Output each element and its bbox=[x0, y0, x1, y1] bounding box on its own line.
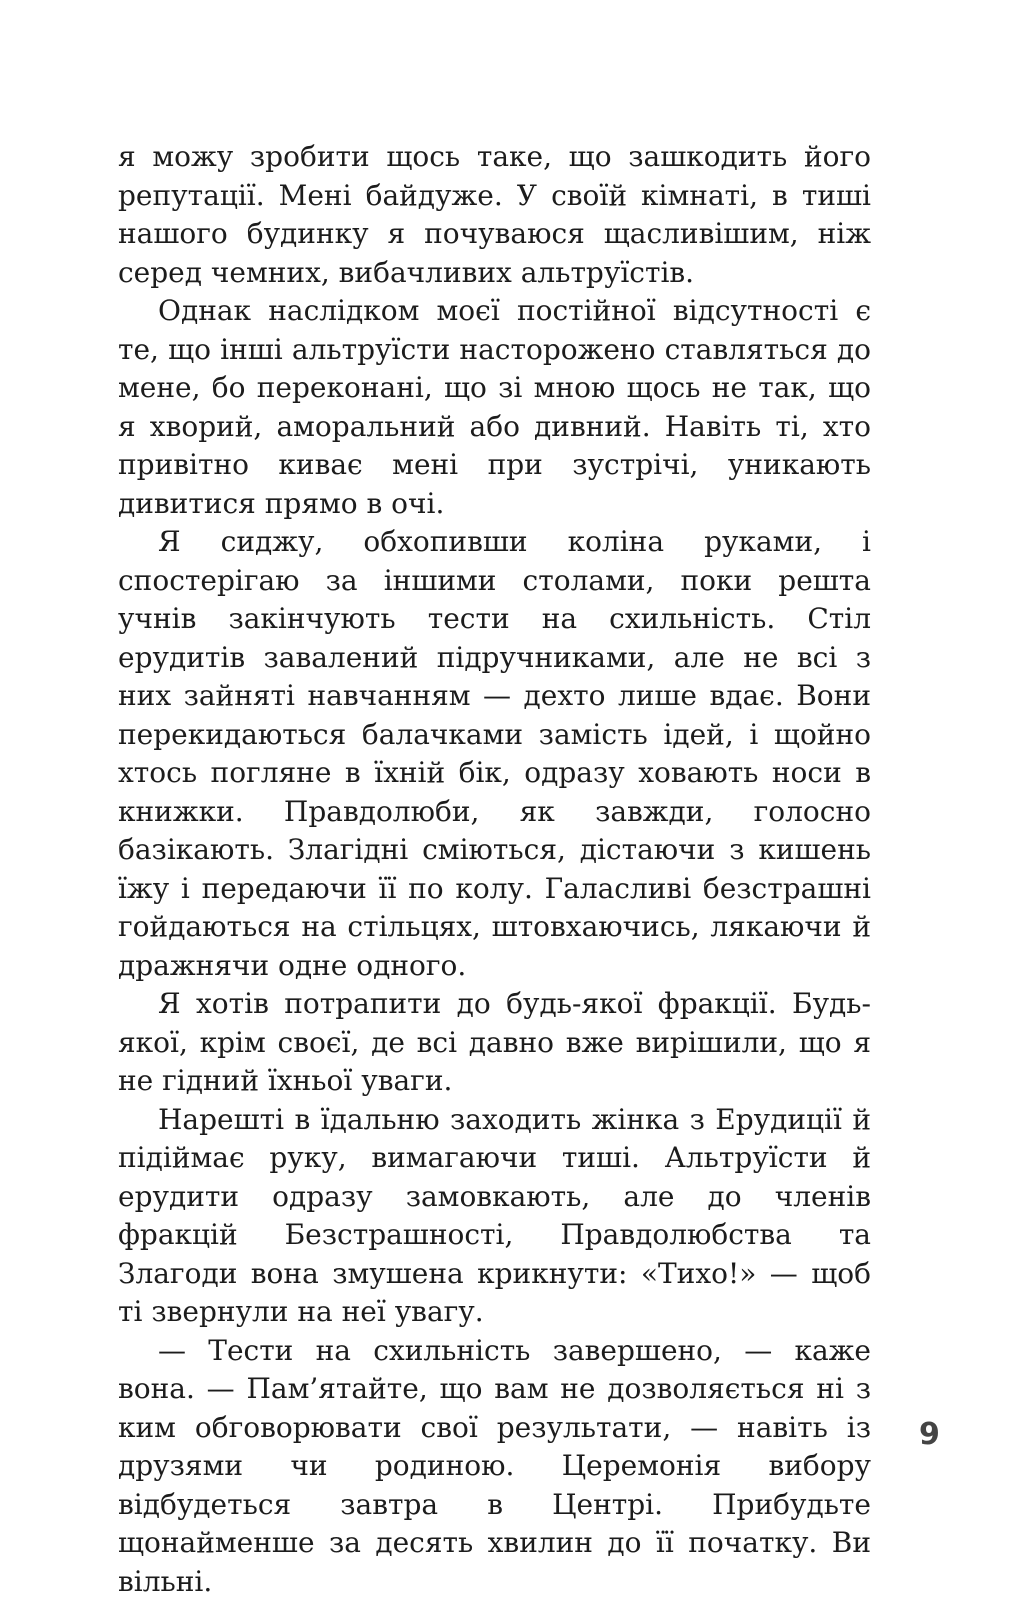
paragraph: Я хотів потрапити до будь-якої фракції. Будь-якої, крім своєї, де всі давно вже вирішили, що я не гідний їхньої уваги. bbox=[118, 985, 871, 1101]
paragraph: Нарешті в їдальню заходить жінка з Ерудиції й підіймає руку, вимагаючи тиші. Альтруїсти й ерудити одразу замовкають, але до членів фракцій Безстрашності, Правдолюбства та Злагоди вона змушена крикнути: «Тихо!» — щоб ті звернули на неї увагу. bbox=[118, 1101, 871, 1332]
paragraph: Однак наслідком моєї постійної відсутності є те, що інші альтруїсти насторожено ставляться до мене, бо переконані, що зі мною щось не так, що я хворий, аморальний або дивний. Навіть ті, хто привітно киває мені при зустрічі, уникають дивитися прямо в очі. bbox=[118, 292, 871, 523]
paragraph: — Тести на схильність завершено, — каже вона. — Пам’ятайте, що вам не дозволяється ні з ким обговорювати свої результати, — навіть із друзями чи родиною. Церемонія вибору відбудеться завтра в Центрі. Прибудьте щонайменше за десять хвилин до її початку. Ви вільні. bbox=[118, 1332, 871, 1601]
page-number: 9 bbox=[919, 1420, 939, 1450]
body-text bbox=[118, 138, 871, 1601]
paragraph: я можу зробити щось таке, що зашкодить його репутації. Мені байдуже. У своїй кімнаті, в тиші нашого будинку я почуваюся щасливішим, ніж серед чемних, вибачливих альтруїстів. bbox=[118, 138, 871, 292]
paragraph: Я сиджу, обхопивши коліна руками, і спостерігаю за іншими столами, поки решта учнів закінчують тести на схильність. Стіл ерудитів завалений підручниками, але не всі з них зайняті навчанням — дехто лише вдає. Вони перекидаються балачками замість ідей, і щойно хтось погляне в їхній бік, одразу ховають носи в книжки. Правдолюби, як завжди, голосно базікають. Злагідні сміються, дістаючи з кишень їжу і передаючи її по колу. Галасливі безстрашні гойдаються на стільцях, штовхаючись, лякаючи й дражнячи одне одного. bbox=[118, 523, 871, 985]
